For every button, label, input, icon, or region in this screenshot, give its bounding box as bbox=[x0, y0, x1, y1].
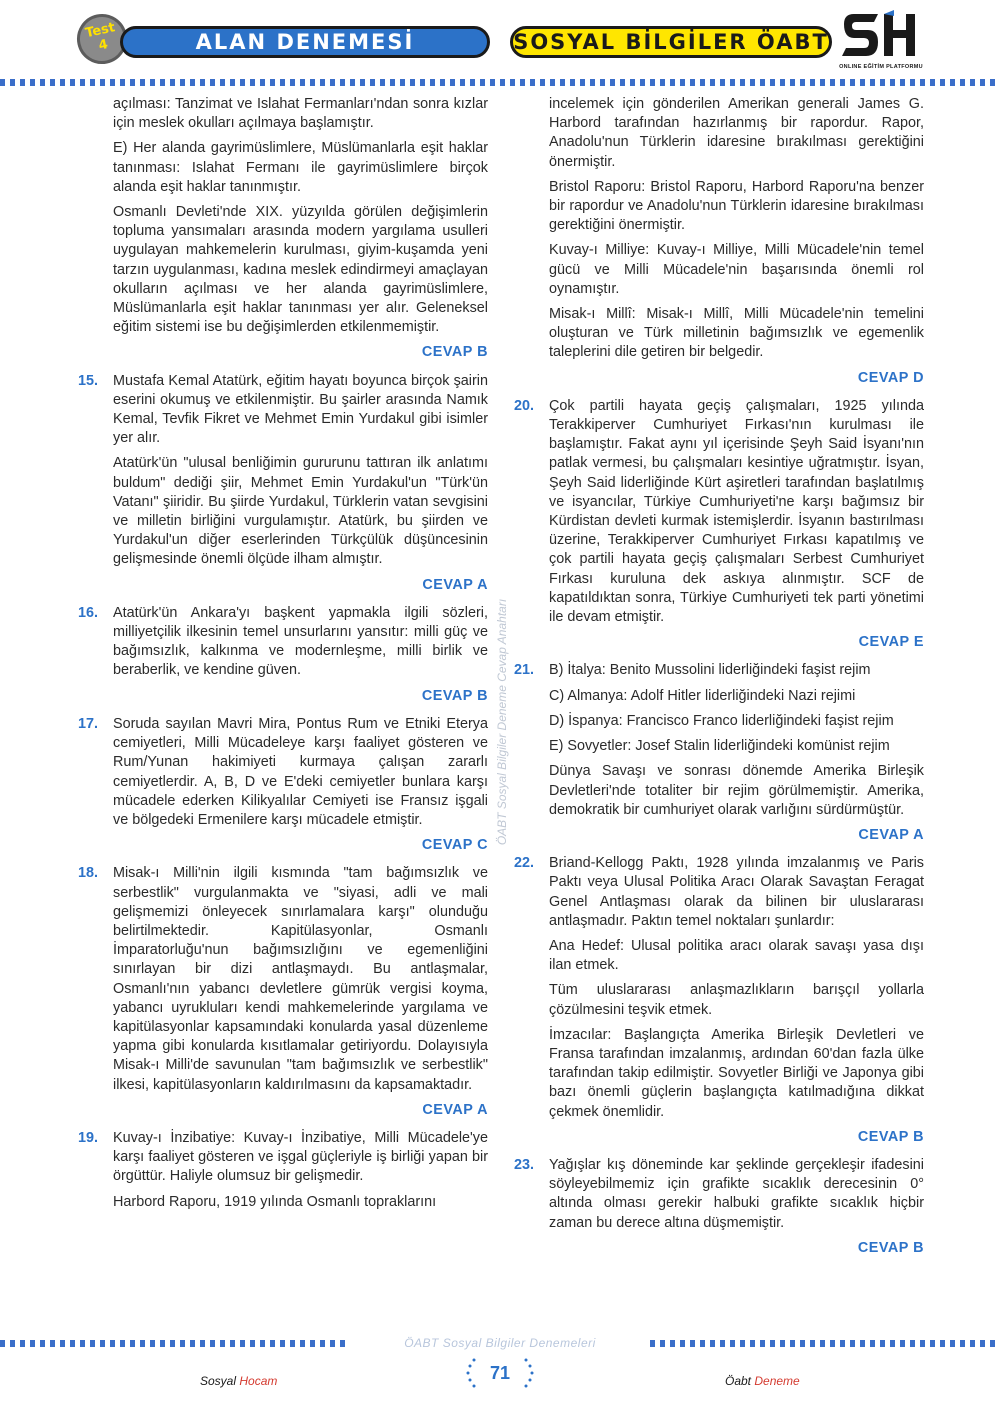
question-number: 15. bbox=[78, 372, 99, 389]
paragraph: Atatürk'ün Ankara'yı başkent yapmakla ilgili sözleri, milliyetçilik ilkesinin temel unsurlarını yansıtır: milli güç ve bağımsızlık, kalkınma ve modernleşme, milli birlik ve beraberlik, ve kendine güven. bbox=[113, 604, 488, 679]
answer-label: CEVAP A bbox=[858, 826, 924, 843]
side-watermark-text: ÖABT Sosyal Bilgiler Deneme Cevap Anahtarı bbox=[495, 598, 509, 846]
answer-label: CEVAP C bbox=[421, 837, 488, 854]
option-line: E) Sovyetler: Josef Stalin liderliğindeki komünist rejim bbox=[549, 738, 890, 755]
question-18 bbox=[78, 864, 488, 1094]
paragraph: Osmanlı Devleti'nde XIX. yüzyılda görülen değişimlerin topluma yansımaları arasında modern yargılama usulleri uygulayan mahkemelerin kurulması, giyim-kuşamda yeni tarzın uygulanması, kadına meslek edindirmeyi amaçlayan okulların açılması ve her alanda gayrimüslimlere, Müslümanlarla eşit haklar tanınması yer alır. Geleneksel eğitim sistemi ise bu değişimlerden etkilenmemiştir. bbox=[113, 204, 488, 336]
question-number: 19. bbox=[78, 1129, 99, 1146]
answer-label: CEVAP A bbox=[422, 1101, 488, 1118]
paragraph: Mustafa Kemal Atatürk, eğitim hayatı boyunca birçok şairin eserini okumuş ve etkilenmiştir. Bu şairler arasında Namık Kemal, Tevfik Fikret ve Mehmet Emin Yurdakul gibi isimler yer alır. bbox=[113, 372, 488, 447]
paragraph: Soruda sayılan Mavri Mira, Pontus Rum ve Etniki Eterya cemiyetleri, Milli Mücadeleye karşı faaliyet gösteren ve Rum/Yunan hakimiyeti kurmaya çalışan zararlı cemiyetlerdir. A, B, D ve E'deki cemiyetler bunlara karşı mücadele ederken Kilikyalılar Cemiyeti ise Fransız işgali ve bölgedeki Ermenilere karşı mücadele etmiştir. bbox=[113, 715, 488, 828]
footer-center-title: ÖABT Sosyal Bilgiler Denemeleri bbox=[404, 1336, 596, 1350]
footer-right-word: Öabt bbox=[725, 1374, 755, 1388]
right-column bbox=[514, 95, 924, 1267]
answer-label: CEVAP B bbox=[857, 1239, 924, 1256]
question-number: 22. bbox=[514, 855, 535, 872]
test-badge-label: Test bbox=[84, 20, 117, 42]
paragraph: İmzacılar: Başlangıçta Amerika Birleşik Devletleri ve Fransa tarafından imzalanmış, ardından 60'dan fazla ülke tarafından takip edilmiştir. Sovyetler Birliği ve Japonya gibi bazı önemli güçlerin başlangıçta katılmadığına dikkat çekmek önemlidir. bbox=[549, 1026, 924, 1120]
option-line: D) İspanya: Francisco Franco liderliğindeki faşist rejim bbox=[549, 712, 894, 729]
footer-right-accent: Deneme bbox=[754, 1374, 800, 1388]
paragraph: E) Her alanda gayrimüslimlere, Müslümanlarla eşit haklar tanınması: Islahat Fermanı ile gayrimüslimlere birçok alanda eşit haklar tanınmıştır. bbox=[113, 140, 488, 195]
answer-label: CEVAP B bbox=[421, 344, 488, 361]
paragraph: Briand-Kellogg Paktı, 1928 yılında imzalanmış ve Paris Paktı veya Ulusal Politika Aracı Olarak Savaştan Feragat Genel Antlaşması olarak da bilinen bir uluslararası antlaşmadır. Paktın temel noktaları şunlardır: bbox=[549, 855, 924, 929]
footer-left-brand bbox=[200, 1374, 277, 1388]
test-badge-number: 4 bbox=[97, 37, 110, 54]
left-title-pill: ALAN DENEMESİ bbox=[120, 26, 490, 58]
paragraph: Yağışlar kış döneminde kar şeklinde gerçekleşir ifadesini söyleyebilmemiz için grafikte sıcaklık derecesinin 0° altında olması gerekir halbuki grafikte sıcaklık hiçbir zaman bu derece altına düşmemiştir. bbox=[549, 1156, 924, 1231]
paragraph: incelemek için gönderilen Amerikan generali James G. Harbord tarafından hazırlanmış bir rapordur. Rapor, Anadolu'nun Türklerin idaresine bırakılması gerektiğini önermiştir. bbox=[549, 96, 924, 170]
answer-label: CEVAP A bbox=[422, 576, 488, 593]
paragraph: Misak-ı Millî: Misak-ı Millî, Milli Mücadele'nin temelini oluşturan ve Türk milletinin bağımsızlık ve egemenlik taleplerini dile getiren bir belgedir. bbox=[549, 306, 924, 361]
paragraph: Tüm uluslararası anlaşmazlıkların barışçıl yollarla çözülmesini teşvik etmek. bbox=[549, 982, 924, 1018]
answer-label: CEVAP B bbox=[857, 1128, 924, 1145]
question-15 bbox=[78, 372, 488, 570]
answer-label: CEVAP B bbox=[421, 687, 488, 704]
paragraph: Dünya Savaşı ve sonrası dönemde Amerika Birleşik Devletleri'nde totaliter bir rejim görülmemiştir. Amerika, demokratik bir cumhuriyet olarak varlığını sürdürmüştür. bbox=[549, 763, 924, 818]
footer-right-brand bbox=[725, 1374, 800, 1388]
question-number: 18. bbox=[78, 865, 99, 882]
paragraph: Çok partili hayata geçiş çalışmaları, 1925 yılında Terakkiperver Cumhuriyet Fırkası'nın kurulması ile başlamıştır. Fakat aynı yıl içerisinde Şeyh Said İsyanı'nın patlak vermesi, bu çalışmaları kesintiye uğratmıştır. İsyan, Şeyh Said liderliğinde Kürt aşiretleri tarafından başlatılmış ve isyancılar, Türkiye Cumhuriyeti'ne karşı bağımsız bir Kürdistan devleti kurmak istemişlerdir. İsyanın bastırılması üzerine, Terakkiperver Cumhuriyet Fırkası kapatılmış ve çok partili hayata geçiş çalışmaları Serbest Cumhuriyet Fırkası kuruluna dek askıya alınmıştır. SCF de kapatıldıktan sonra, Türkiye Cumhuriyeti tek parti yönetimi ile devam etmiştir. bbox=[549, 397, 924, 626]
right-title-pill: SOSYAL BİLGİLER ÖABT bbox=[510, 26, 832, 58]
logo-tagline: ONLINE EĞİTİM PLATFORMU bbox=[839, 64, 923, 70]
question-16 bbox=[78, 604, 488, 681]
question-23 bbox=[514, 1156, 924, 1233]
paragraph: Misak-ı Milli'nin ilgili kısmında "tam bağımsızlık ve serbestlik" vurgulanmakta ve "siyasi, adli ve mali gelişmemizi önleyecek sınırlamalara karşı" olunduğu belirtilmektedir. Kapitülasyonlar, Osmanlı İmparatorluğu'nun bağımsızlığını ve egemenliğini sınırlayan bir dizi antlaşmaydı. Bu antlaşmalar, Osmanlı'nın yabancı devletlere gümrük vergisi koyma, yabancı uyrukluları kendi mahkemelerinde yargılama ve kapitülasyonlar kapsamındaki konularda yasal düzenleme yapma gibi konularda kısıtlamalar getiriyordu. Dolayısıyla Misak-ı Milli'de savunulan "tam bağımsızlık ve serbestlik" ilkesi, kapitülasyonların kaldırılmasını da kapsamaktadır. bbox=[113, 865, 488, 1093]
question-number: 16. bbox=[78, 604, 99, 621]
bottom-divider-right bbox=[650, 1340, 1000, 1347]
top-divider bbox=[0, 79, 1000, 86]
question-number: 23. bbox=[514, 1156, 535, 1173]
bottom-divider-left bbox=[0, 1340, 350, 1347]
side-watermark bbox=[492, 545, 508, 905]
option-line: C) Almanya: Adolf Hitler liderliğindeki Nazi rejimi bbox=[549, 687, 856, 704]
question-number: 20. bbox=[514, 397, 535, 414]
paragraph: Kuvay-ı İnzibatiye: Kuvay-ı İnzibatiye, Milli Mücadele'ye karşı faaliyet gösteren ve işgal güçleriyle iş birliği yapan bir örgüttür. Haliyle olumsuz bir gelişmedir. bbox=[113, 1129, 488, 1185]
page-number-badge bbox=[460, 1352, 540, 1394]
paragraph: Kuvay-ı Milliye: Kuvay-ı Milliye, Milli Mücadele'nin temel gücü ve Milli Mücadele'nin başarısında önemli rol oynamıştır. bbox=[549, 242, 924, 297]
paragraph: Atatürk'ün "ulusal benliğimin gururunu tattıran ilk anlatımı buldum" dediği şiir, Mehmet Emin Yurdakul'un "Türk'ün Vatanı" şiiridir. Bu şiirde Yurdakul, Türklerin vatan sevgisini ve milletin birliğini vurgulamıştır. Atatürk, bu şiirden ve Yurdakul'un diğer eserlerinden Türkçülük düşüncesinin gelişmesinde önemli ölçüde ilham almıştır. bbox=[113, 455, 488, 568]
question-19 bbox=[78, 1129, 488, 1212]
left-column bbox=[78, 95, 488, 1218]
footer-left-word: Sosyal bbox=[200, 1374, 240, 1388]
question-17 bbox=[78, 715, 488, 830]
page-number: 71 bbox=[489, 1363, 511, 1383]
footer-left-accent: Hocam bbox=[239, 1374, 278, 1388]
answer-label: CEVAP E bbox=[858, 634, 924, 651]
option-line: B) İtalya: Benito Mussolini liderliğindeki faşist rejim bbox=[549, 662, 871, 679]
paragraph: Harbord Raporu, 1919 yılında Osmanlı topraklarını bbox=[113, 1193, 437, 1210]
answer-label: CEVAP D bbox=[857, 369, 924, 386]
paragraph: Bristol Raporu: Bristol Raporu, Harbord Raporu'na benzer bir rapordur ve Anadolu'nun Türklerin idaresine bırakılması gerektiğini önermiştir. bbox=[549, 178, 924, 234]
question-number: 17. bbox=[78, 715, 99, 732]
question-number: 21. bbox=[514, 662, 535, 679]
question-20 bbox=[514, 397, 924, 627]
question-21 bbox=[514, 661, 924, 819]
paragraph: Ana Hedef: Ulusal politika aracı olarak savaşı yasa dışı ilan etmek. bbox=[549, 937, 924, 974]
brand-logo-icon bbox=[838, 10, 920, 72]
paragraph: açılması: Tanzimat ve Islahat Fermanları'ndan sonra kızlar için meslek okulları açılmaya başlamıştır. bbox=[113, 96, 488, 132]
question-22 bbox=[514, 854, 924, 1122]
